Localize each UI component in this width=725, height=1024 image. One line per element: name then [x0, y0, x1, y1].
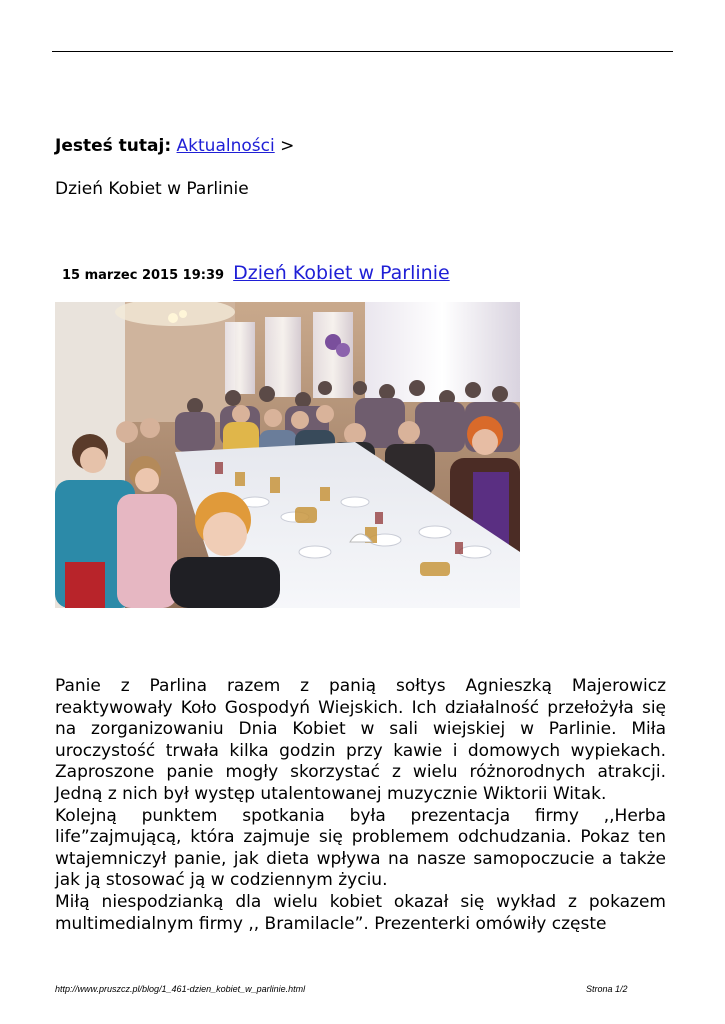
- breadcrumb-separator: >: [280, 136, 295, 156]
- breadcrumb-link-aktualnosci[interactable]: Aktualności: [176, 136, 275, 156]
- footer-page-number: Strona 1/2: [586, 984, 628, 994]
- article-date: 15 marzec 2015 19:39: [62, 268, 225, 283]
- article-photo: [55, 302, 520, 608]
- article-header: [62, 262, 450, 284]
- breadcrumb: [55, 135, 294, 157]
- page-title: Dzień Kobiet w Parlinie: [55, 179, 249, 199]
- article-paragraph: Panie z Parlina razem z panią sołtys Agnieszką Majerowicz reaktywowały Koło Gospodyń Wiejskich. Ich działalność przełożyła się na zorganizowaniu Dnia Kobiet w sali wiejskiej w Parlinie. Miła uroczystość trwała kilka godzin przy kawie i domowych wypiekach. Zaproszone panie mogły skorzystać z wielu różnorodnych atrakcji. Jedną z nich był występ utalentowanej muzycznie Wiktorii Witak.: [55, 676, 666, 804]
- article-paragraph: Miłą niespodzianką dla wielu kobiet okazał się wykład z pokazem multimedialnym firmy ,, Bramilacle”. Prezenterki omówiły częste: [55, 891, 666, 934]
- article-paragraph: Kolejną punktem spotkania była prezentacja firmy ,,Herba life”zajmującą, która zajmuje się problemem odchudzania. Pokaz ten wtajemniczył panie, jak dieta wpływa na nasze samopoczucie a także jak ją stosować ją w codziennym życiu.: [55, 805, 666, 891]
- footer-url: http://www.pruszcz.pl/blog/1_461-dzien_kobiet_w_parlinie.html: [55, 984, 306, 994]
- article-body: [55, 676, 666, 935]
- header-rule: [52, 51, 673, 52]
- breadcrumb-label: Jesteś tutaj:: [55, 136, 172, 156]
- article-title-link[interactable]: Dzień Kobiet w Parlinie: [233, 262, 450, 284]
